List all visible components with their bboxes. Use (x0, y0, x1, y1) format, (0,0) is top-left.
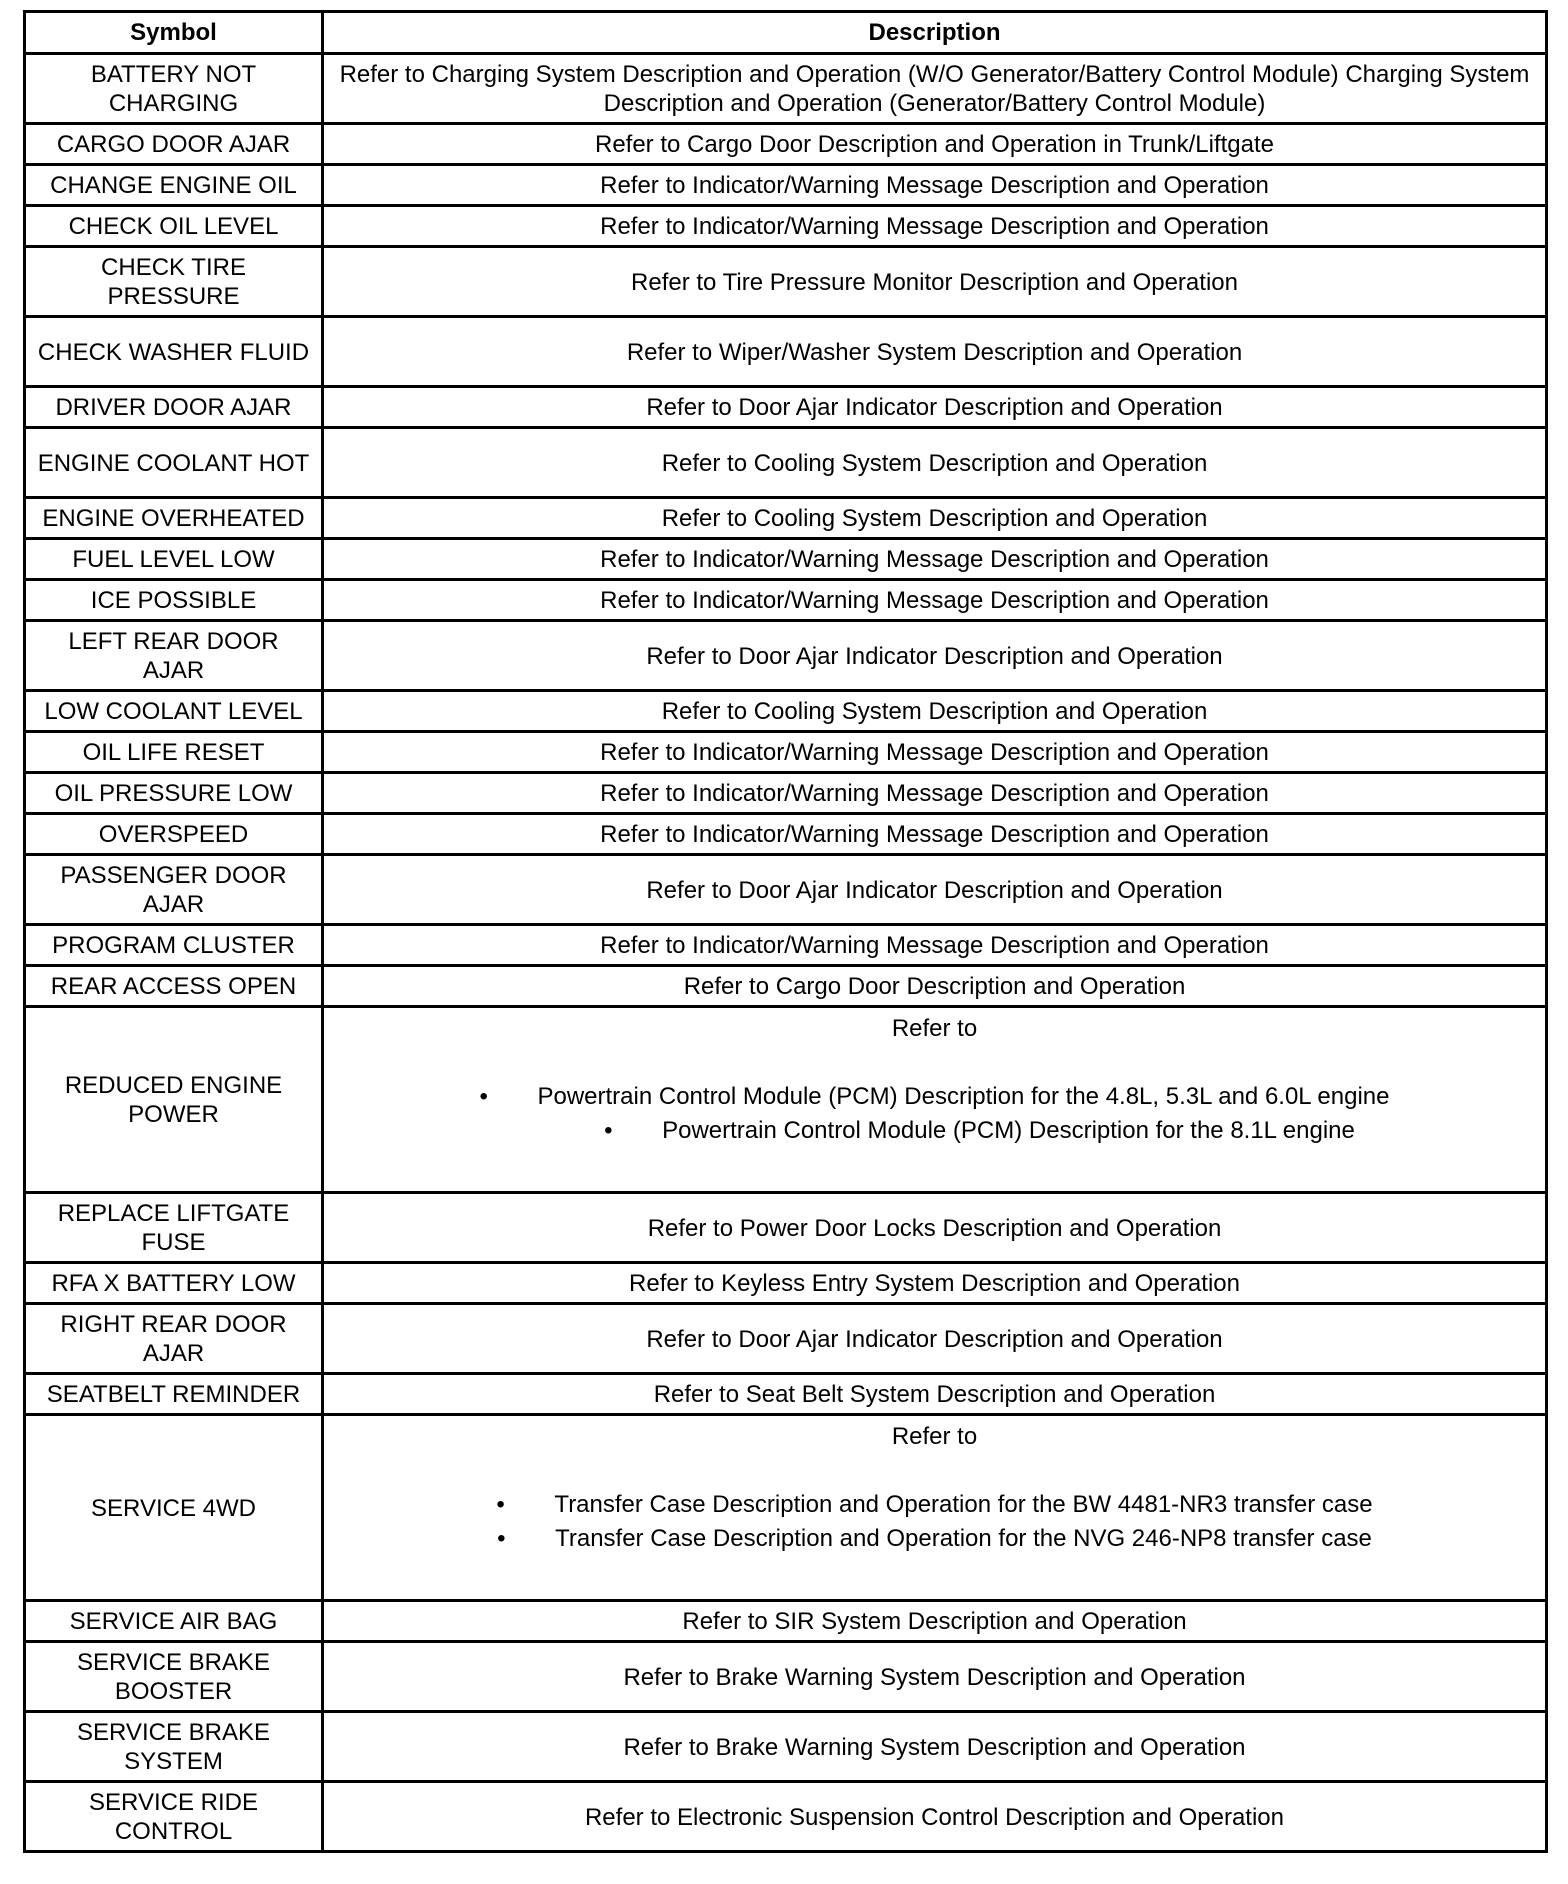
symbol-cell: SERVICE BRAKE BOOSTER (25, 1642, 323, 1712)
description-cell: Refer to Door Ajar Indicator Description and Operation (323, 1304, 1547, 1374)
description-cell: Refer to Seat Belt System Description and Operation (323, 1374, 1547, 1415)
bullet-dot-icon: • (497, 1525, 506, 1552)
description-cell: Refer to Indicator/Warning Message Description and Operation (323, 732, 1547, 773)
header-description: Description (323, 12, 1547, 54)
table-row (25, 1712, 1547, 1782)
table-row (25, 773, 1547, 814)
symbol-cell: BATTERY NOT CHARGING (25, 54, 323, 124)
description-cell: Refer to Indicator/Warning Message Description and Operation (323, 925, 1547, 966)
description-cell: Refer to Tire Pressure Monitor Description and Operation (323, 247, 1547, 317)
description-cell (323, 1007, 1547, 1193)
bullet-text: Powertrain Control Module (PCM) Description for the 4.8L, 5.3L and 6.0L engine (537, 1083, 1390, 1110)
symbol-cell: CHECK OIL LEVEL (25, 206, 323, 247)
description-cell: Refer to Door Ajar Indicator Description and Operation (323, 621, 1547, 691)
symbol-cell: CHECK WASHER FLUID (25, 317, 323, 387)
table-body (25, 54, 1547, 1852)
symbol-cell: LOW COOLANT LEVEL (25, 691, 323, 732)
table-row (25, 206, 1547, 247)
table-row (25, 498, 1547, 539)
table-row (25, 1304, 1547, 1374)
table-row (25, 814, 1547, 855)
symbol-cell: REDUCED ENGINE POWER (25, 1007, 323, 1193)
symbol-cell: CARGO DOOR AJAR (25, 124, 323, 165)
description-cell: Refer to Electronic Suspension Control Description and Operation (323, 1782, 1547, 1852)
table-row (25, 966, 1547, 1007)
symbol-cell: RFA X BATTERY LOW (25, 1263, 323, 1304)
bullet-list (334, 1488, 1535, 1556)
description-cell: Refer to Brake Warning System Description and Operation (323, 1642, 1547, 1712)
table-row (25, 621, 1547, 691)
description-cell: Refer to Indicator/Warning Message Description and Operation (323, 206, 1547, 247)
table-row (25, 580, 1547, 621)
header-row (25, 12, 1547, 54)
table-row (25, 732, 1547, 773)
bullet-item (334, 1522, 1535, 1556)
table-row (25, 1782, 1547, 1852)
bullet-dot-icon: • (479, 1083, 488, 1110)
description-cell: Refer to Wiper/Washer System Description and Operation (323, 317, 1547, 387)
table-row (25, 165, 1547, 206)
message-table (23, 10, 1548, 1853)
description-cell: Refer to Cooling System Description and Operation (323, 691, 1547, 732)
description-cell: Refer to Door Ajar Indicator Description and Operation (323, 855, 1547, 925)
symbol-cell: RIGHT REAR DOOR AJAR (25, 1304, 323, 1374)
symbol-cell: PASSENGER DOOR AJAR (25, 855, 323, 925)
symbol-cell: ENGINE COOLANT HOT (25, 428, 323, 498)
symbol-cell: SERVICE 4WD (25, 1415, 323, 1601)
table-row (25, 317, 1547, 387)
symbol-cell: ICE POSSIBLE (25, 580, 323, 621)
table-row (25, 539, 1547, 580)
table-row (25, 428, 1547, 498)
description-cell: Refer to Indicator/Warning Message Description and Operation (323, 539, 1547, 580)
description-cell: Refer to Power Door Locks Description and Operation (323, 1193, 1547, 1263)
symbol-cell: SEATBELT REMINDER (25, 1374, 323, 1415)
bullet-text: Transfer Case Description and Operation for the NVG 246-NP8 transfer case (555, 1525, 1372, 1552)
symbol-cell: CHECK TIRE PRESSURE (25, 247, 323, 317)
table-row (25, 1193, 1547, 1263)
description-cell: Refer to Indicator/Warning Message Description and Operation (323, 165, 1547, 206)
symbol-cell: OIL PRESSURE LOW (25, 773, 323, 814)
description-cell: Refer to Indicator/Warning Message Description and Operation (323, 773, 1547, 814)
table-row (25, 54, 1547, 124)
symbol-cell: PROGRAM CLUSTER (25, 925, 323, 966)
description-intro: Refer to (891, 1423, 978, 1450)
table-row (25, 387, 1547, 428)
bullet-item (334, 1488, 1535, 1522)
symbol-cell: REAR ACCESS OPEN (25, 966, 323, 1007)
description-cell: Refer to Cooling System Description and Operation (323, 498, 1547, 539)
table-row (25, 1415, 1547, 1601)
symbol-cell: REPLACE LIFTGATE FUSE (25, 1193, 323, 1263)
description-cell: Refer to Indicator/Warning Message Description and Operation (323, 580, 1547, 621)
description-intro: Refer to (891, 1015, 978, 1042)
table-row (25, 855, 1547, 925)
header-symbol: Symbol (25, 12, 323, 54)
table-row (25, 1263, 1547, 1304)
description-cell: Refer to Cooling System Description and Operation (323, 428, 1547, 498)
description-cell: Refer to SIR System Description and Operation (323, 1601, 1547, 1642)
symbol-cell: OVERSPEED (25, 814, 323, 855)
message-table-container (23, 10, 1545, 1853)
table-row (25, 247, 1547, 317)
table-row (25, 691, 1547, 732)
description-cell: Refer to Brake Warning System Description and Operation (323, 1712, 1547, 1782)
description-cell: Refer to Charging System Description and Operation (W/O Generator/Battery Control Module) Charging System Description and Operation (Generator/Battery Control Module) (323, 54, 1547, 124)
symbol-cell: LEFT REAR DOOR AJAR (25, 621, 323, 691)
bullet-text: Transfer Case Description and Operation for the BW 4481-NR3 transfer case (554, 1491, 1373, 1518)
table-row (25, 124, 1547, 165)
table-row (25, 1007, 1547, 1193)
description-cell (323, 1415, 1547, 1601)
description-cell: Refer to Keyless Entry System Description and Operation (323, 1263, 1547, 1304)
description-cell: Refer to Cargo Door Description and Operation (323, 966, 1547, 1007)
description-cell: Refer to Indicator/Warning Message Description and Operation (323, 814, 1547, 855)
bullet-text: Powertrain Control Module (PCM) Description for the 8.1L engine (662, 1117, 1355, 1144)
symbol-cell: SERVICE AIR BAG (25, 1601, 323, 1642)
symbol-cell: FUEL LEVEL LOW (25, 539, 323, 580)
table-row (25, 1374, 1547, 1415)
symbol-cell: SERVICE BRAKE SYSTEM (25, 1712, 323, 1782)
bullet-dot-icon: • (496, 1491, 505, 1518)
symbol-cell: SERVICE RIDE CONTROL (25, 1782, 323, 1852)
bullet-dot-icon: • (604, 1117, 613, 1144)
description-cell: Refer to Cargo Door Description and Operation in Trunk/Liftgate (323, 124, 1547, 165)
description-cell: Refer to Door Ajar Indicator Description and Operation (323, 387, 1547, 428)
symbol-cell: OIL LIFE RESET (25, 732, 323, 773)
symbol-cell: CHANGE ENGINE OIL (25, 165, 323, 206)
bullet-list (334, 1080, 1535, 1148)
table-row (25, 1642, 1547, 1712)
bullet-item (334, 1114, 1535, 1148)
table-row (25, 925, 1547, 966)
symbol-cell: ENGINE OVERHEATED (25, 498, 323, 539)
symbol-cell: DRIVER DOOR AJAR (25, 387, 323, 428)
bullet-item (334, 1080, 1535, 1114)
table-row (25, 1601, 1547, 1642)
